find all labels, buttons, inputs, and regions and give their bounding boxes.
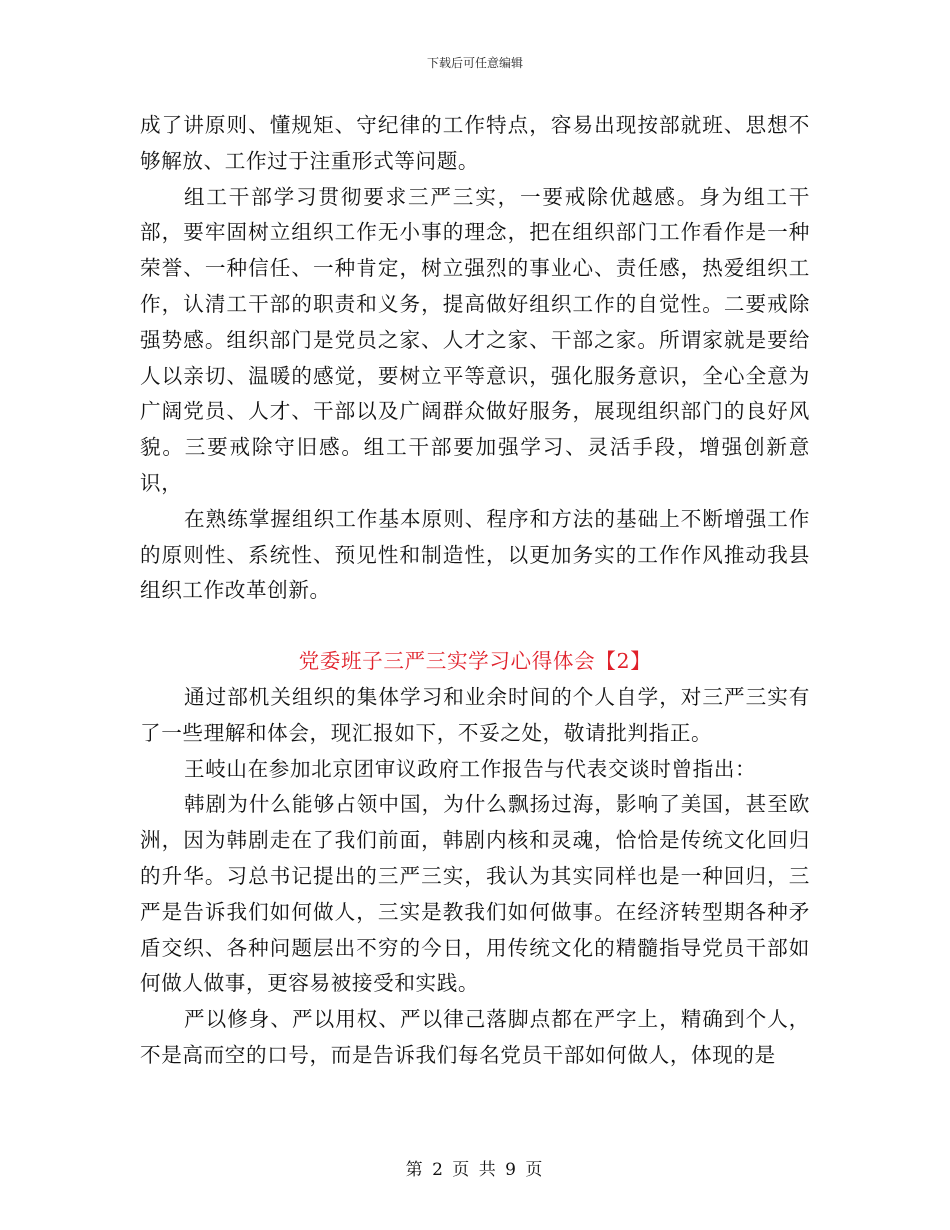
document-body: [140, 108, 810, 1074]
section-title: 党委班子三严三实学习心得体会【2】: [298, 649, 652, 674]
section-spacer: [140, 609, 810, 644]
page-header-note: 下载后可任意编辑: [426, 56, 523, 70]
paragraph-three-removals: 组工干部学习贯彻要求三严三实，一要戒除优越感。身为组工干部，要牢固树立组织工作无小事的理念，把在组织部门工作看作是一种荣誉、一种信任、一种肯定，树立强烈的事业心、责任感，热爱组织工作，认清工干部的职责和义务，提高做好组织工作的自觉性。二要戒除强势感。组织部门是党员之家、人才之家、干部之家。所谓家就是要给人以亲切、温暖的感觉，要树立平等意识，强化服务意识，全心全意为广阔党员、人才、干部以及广阔群众做好服务，展现组织部门的良好风貌。三要戒除守旧感。组工干部要加强学习、灵活手段，增强创新意识，: [140, 184, 810, 495]
paragraph-innovation: 在熟练掌握组织工作基本原则、程序和方法的基础上不断增强工作的原则性、系统性、预见性和制造性，以更加务实的工作作风推动我县组织工作改革创新。: [140, 506, 810, 603]
page-number: 第 2 页 共 9 页: [405, 1160, 545, 1180]
paragraph-quote-intro: 王岐山在参加北京团审议政府工作报告与代表交谈时曾指出：: [184, 756, 757, 781]
paragraph-korean-drama: 韩剧为什么能够占领中国，为什么飘扬过海，影响了美国，甚至欧洲，因为韩剧走在了我们前面，韩剧内核和灵魂，恰恰是传统文化回归的升华。习总书记提出的三严三实，我认为其实同样也是一种回归，三严是告诉我们如何做人，三实是教我们如何做事。在经济转型期各种矛盾交织、各种问题层出不穷的今日，用传统文化的精髓指导党员干部如何做人做事，更容易被接受和实践。: [140, 792, 810, 996]
paragraph-continuation: 成了讲原则、懂规矩、守纪律的工作特点，容易出现按部就班、思想不够解放、工作过于注重形式等问题。: [140, 113, 810, 173]
paragraph-study-report: 通过部机关组织的集体学习和业余时间的个人自学，对三严三实有了一些理解和体会，现汇报如下，不妥之处，敬请批判指正。: [140, 684, 810, 745]
paragraph-strict-self: 严以修身、严以用权、严以律己落脚点都在严字上，精确到个人，不是高而空的口号，而是告诉我们每名党员干部如何做人，体现的是: [140, 1007, 810, 1067]
